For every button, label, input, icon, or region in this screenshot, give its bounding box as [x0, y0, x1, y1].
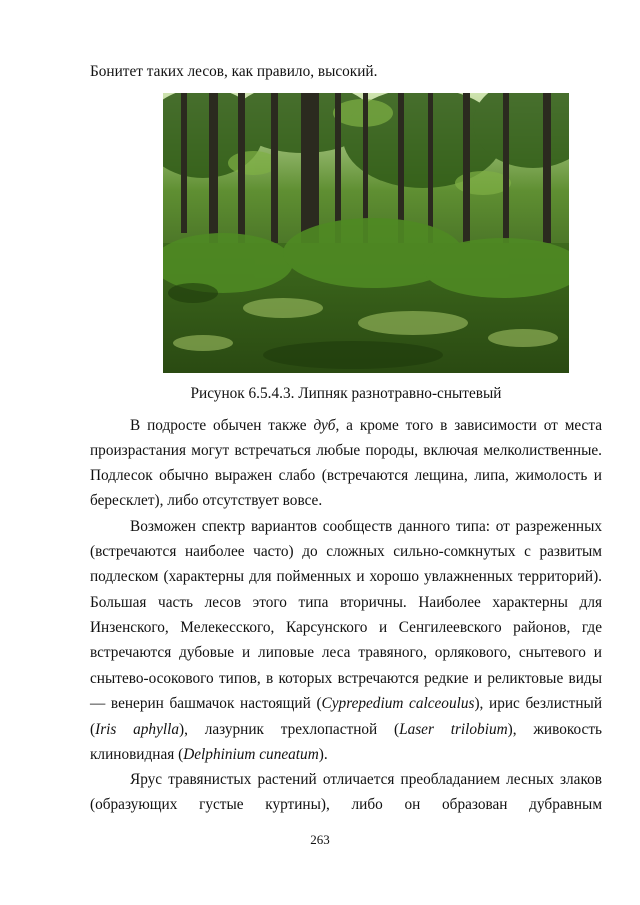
forest-photo: [163, 93, 569, 373]
paragraph-line: — венерин башмачок настоящий (Cyprepedium calceoulus), ирис безлистный: [90, 695, 603, 712]
paragraph-line: клиновидная (Delphinium cuneatum).: [90, 746, 328, 763]
paragraph-line: Возможен спектр вариантов сообществ данного типа: от разреженных: [130, 518, 602, 535]
paragraph-line: (Iris aphylla), лазурник трехлопастной (Laser trilobium), живокость: [90, 721, 602, 738]
paragraph-line: (встречаются наиболее часто) до сложных сильно-сомкнутых с развитым: [90, 543, 602, 560]
paragraph-line: Ярус травянистых растений отличается преобладанием лесных злаков: [130, 771, 602, 788]
paragraph-line: Инзенского, Мелекесского, Карсунского и Сенгилеевского районов, где: [90, 619, 602, 636]
paragraph-line: В подросте обычен также дуб, а кроме того в зависимости от места: [130, 417, 602, 434]
paragraph-line: Подлесок обычно выражен слабо (встречаются лещина, липа, жимолость и: [90, 467, 602, 484]
paragraph-line: встречаются дубовые и липовые леса травяного, орлякового, снытевого и: [90, 644, 602, 661]
paragraph-line: снытево-осокового типов, в которых встречаются редкие и реликтовые виды: [90, 670, 602, 687]
paragraph-line: (образующих густые куртины), либо он образован дубравным: [90, 796, 602, 813]
intro-line: Бонитет таких лесов, как правило, высокий.: [90, 63, 378, 80]
paragraph-line: Большая часть лесов этого типа вторичны. Наиболее характерны для: [90, 594, 602, 611]
paragraph-line: подлеском (характерны для пойменных и хорошо увлажненных территорий).: [90, 568, 602, 585]
figure-caption: Рисунок 6.5.4.3. Липняк разнотравно-снытевый: [190, 385, 502, 402]
page-number: 263: [310, 832, 330, 847]
forest-figure: [163, 93, 569, 373]
paragraph-line: бересклет), либо отсутствует вовсе.: [90, 492, 323, 509]
paragraph-line: произрастания могут встречаться любые породы, включая мелколиственные.: [90, 442, 602, 459]
